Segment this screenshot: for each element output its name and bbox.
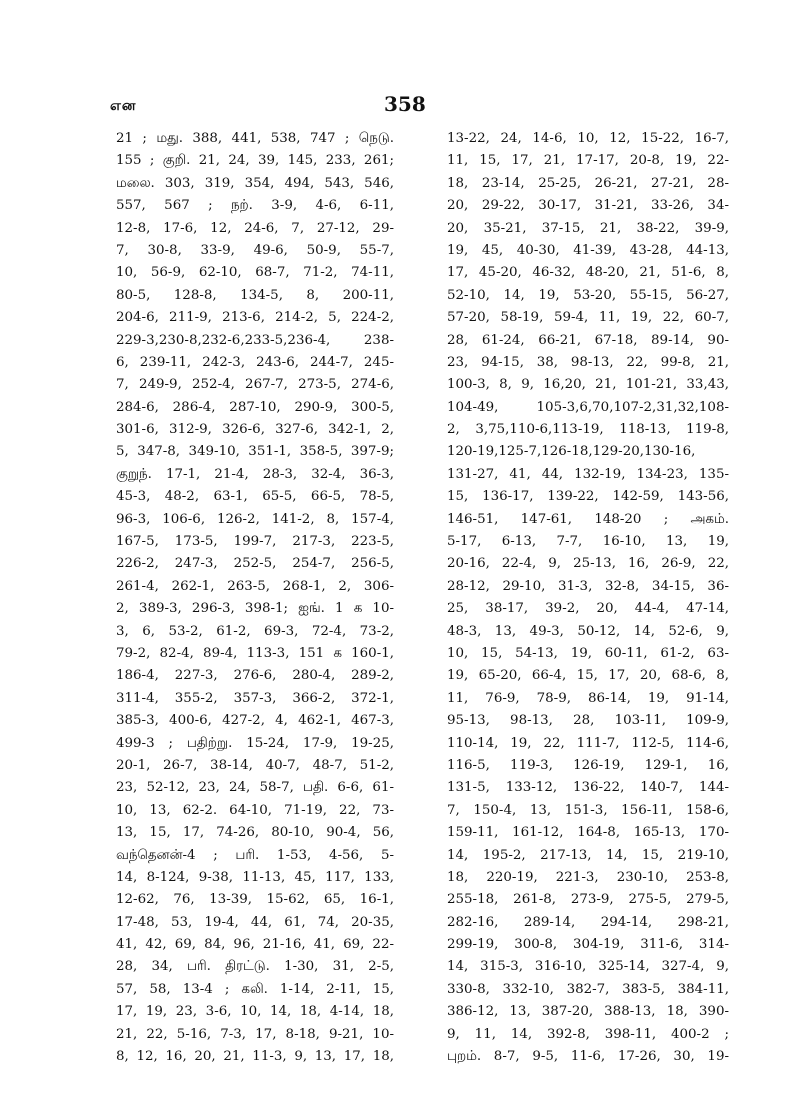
- index-line: 17, 19, 23, 3-6, 10, 14, 18, 4-14, 18,: [116, 1004, 394, 1020]
- index-line: 385-3, 400-6, 427-2, 4, 462-1, 467-3,: [116, 713, 394, 729]
- right-column: [447, 128, 729, 1068]
- index-line: 5-17, 6-13, 7-7, 16-10, 13, 19,: [447, 534, 729, 550]
- index-line: 28-12, 29-10, 31-3, 32-8, 34-15, 36-: [447, 578, 729, 594]
- index-line: மலை. 303, 319, 354, 494, 543, 546,: [116, 175, 394, 191]
- index-line: 20-16, 22-4, 9, 25-13, 16, 26-9, 22,: [447, 556, 729, 572]
- index-line: 120-19,125-7,126-18,129-20,130-16,: [447, 444, 696, 460]
- index-line: 226-2, 247-3, 252-5, 254-7, 256-5,: [116, 556, 394, 572]
- index-line: 79-2, 82-4, 89-4, 113-3, 151 க 160-1,: [116, 645, 394, 661]
- index-line: 13, 15, 17, 74-26, 80-10, 90-4, 56,: [116, 825, 394, 841]
- index-line: 131-27, 41, 44, 132-19, 134-23, 135-: [447, 466, 729, 482]
- index-line: 10, 15, 54-13, 19, 60-11, 61-2, 63-: [447, 645, 729, 661]
- index-line: 131-5, 133-12, 136-22, 140-7, 144-: [447, 780, 729, 796]
- index-line: 57-20, 58-19, 59-4, 11, 19, 22, 60-7,: [447, 310, 729, 326]
- index-line: 41, 42, 69, 84, 96, 21-16, 41, 69, 22-: [116, 937, 394, 953]
- index-line: 95-13, 98-13, 28, 103-11, 109-9,: [447, 713, 729, 729]
- index-line: வந்தெனன்-4 ; பரி. 1-53, 4-56, 5-: [116, 847, 394, 863]
- page-number: 358: [384, 92, 426, 116]
- index-line: 311-4, 355-2, 357-3, 366-2, 372-1,: [116, 690, 394, 706]
- index-line: 48-3, 13, 49-3, 50-12, 14, 52-6, 9,: [447, 623, 729, 639]
- index-line: 282-16, 289-14, 294-14, 298-21,: [447, 914, 729, 930]
- index-line: 261-4, 262-1, 263-5, 268-1, 2, 306-: [116, 578, 394, 594]
- index-line: 45-3, 48-2, 63-1, 65-5, 66-5, 78-5,: [116, 489, 394, 505]
- index-line: 204-6, 211-9, 213-6, 214-2, 5, 224-2,: [116, 310, 394, 326]
- index-line: 155 ; குறி. 21, 24, 39, 145, 233, 261;: [116, 153, 394, 169]
- index-line: 11, 76-9, 78-9, 86-14, 19, 91-14,: [447, 690, 729, 706]
- index-line: 20-1, 26-7, 38-14, 40-7, 48-7, 51-2,: [116, 757, 394, 773]
- index-line: 80-5, 128-8, 134-5, 8, 200-11,: [116, 287, 394, 303]
- index-line: 2, 389-3, 296-3, 398-1; ஐங். 1 க 10-: [116, 601, 394, 617]
- index-line: 104-49, 105-3,6,70,107-2,31,32,108-: [447, 399, 729, 415]
- index-line: 18, 23-14, 25-25, 26-21, 27-21, 28-: [447, 175, 729, 191]
- index-line: 25, 38-17, 39-2, 20, 44-4, 47-14,: [447, 601, 729, 617]
- index-line: 17, 45-20, 46-32, 48-20, 21, 51-6, 8,: [447, 265, 729, 281]
- index-line: 15, 136-17, 139-22, 142-59, 143-56,: [447, 489, 729, 505]
- index-line: 28, 34, பரி. திரட்டு. 1-30, 31, 2-5,: [116, 959, 394, 975]
- left-column: [116, 128, 394, 1068]
- index-line: 386-12, 13, 387-20, 388-13, 18, 390-: [447, 1004, 729, 1020]
- index-line: 255-18, 261-8, 273-9, 275-5, 279-5,: [447, 892, 729, 908]
- index-line: 18, 220-19, 221-3, 230-10, 253-8,: [447, 869, 729, 885]
- index-line: குறுந். 17-1, 21-4, 28-3, 32-4, 36-3,: [116, 466, 394, 482]
- index-line: 20, 35-21, 37-15, 21, 38-22, 39-9,: [447, 220, 729, 236]
- index-line: 57, 58, 13-4 ; கலி. 1-14, 2-11, 15,: [116, 981, 394, 997]
- index-line: 12-62, 76, 13-39, 15-62, 65, 16-1,: [116, 892, 394, 908]
- index-line: 7, 30-8, 33-9, 49-6, 50-9, 55-7,: [116, 242, 394, 258]
- index-line: 20, 29-22, 30-17, 31-21, 33-26, 34-: [447, 198, 729, 214]
- index-line: 19, 65-20, 66-4, 15, 17, 20, 68-6, 8,: [447, 668, 729, 684]
- index-line: 13-22, 24, 14-6, 10, 12, 15-22, 16-7,: [447, 131, 729, 146]
- index-line: 28, 61-24, 66-21, 67-18, 89-14, 90-: [447, 332, 729, 348]
- index-line: 10, 13, 62-2. 64-10, 71-19, 22, 73-: [116, 802, 394, 818]
- index-line: 100-3, 8, 9, 16,20, 21, 101-21, 33,43,: [447, 377, 729, 393]
- index-line: 21 ; மது. 388, 441, 538, 747 ; நெடு.: [116, 131, 394, 146]
- index-line: 8, 12, 16, 20, 21, 11-3, 9, 13, 17, 18,: [116, 1049, 394, 1065]
- index-line: 330-8, 332-10, 382-7, 383-5, 384-11,: [447, 981, 729, 997]
- index-line: 2, 3,75,110-6,113-19, 118-13, 119-8,: [447, 422, 729, 438]
- index-line: 499-3 ; பதிற்று. 15-24, 17-9, 19-25,: [116, 735, 394, 751]
- index-line: 186-4, 227-3, 276-6, 280-4, 289-2,: [116, 668, 394, 684]
- index-line: 96-3, 106-6, 126-2, 141-2, 8, 157-4,: [116, 511, 394, 527]
- index-line: 52-10, 14, 19, 53-20, 55-15, 56-27,: [447, 287, 729, 303]
- index-line: 167-5, 173-5, 199-7, 217-3, 223-5,: [116, 534, 394, 550]
- running-head: என: [110, 98, 137, 114]
- index-line: 14, 8-124, 9-38, 11-13, 45, 117, 133,: [116, 869, 394, 885]
- index-line: 12-8, 17-6, 12, 24-6, 7, 27-12, 29-: [116, 220, 394, 236]
- index-line: 19, 45, 40-30, 41-39, 43-28, 44-13,: [447, 242, 729, 258]
- index-line: 14, 315-3, 316-10, 325-14, 327-4, 9,: [447, 959, 729, 975]
- index-line: 9, 11, 14, 392-8, 398-11, 400-2 ;: [447, 1026, 729, 1042]
- index-line: 5, 347-8, 349-10, 351-1, 358-5, 397-9;: [116, 444, 394, 460]
- index-line: 21, 22, 5-16, 7-3, 17, 8-18, 9-21, 10-: [116, 1026, 394, 1042]
- index-line: 7, 150-4, 13, 151-3, 156-11, 158-6,: [447, 802, 729, 818]
- index-line: 159-11, 161-12, 164-8, 165-13, 170-: [447, 825, 729, 841]
- index-line: 23, 94-15, 38, 98-13, 22, 99-8, 21,: [447, 354, 729, 370]
- index-line: 229-3,230-8,232-6,233-5,236-4, 238-: [116, 332, 394, 348]
- index-line: 11, 15, 17, 21, 17-17, 20-8, 19, 22-: [447, 153, 729, 169]
- index-line: புறம். 8-7, 9-5, 11-6, 17-26, 30, 19-: [447, 1049, 729, 1065]
- index-line: 299-19, 300-8, 304-19, 311-6, 314-: [447, 937, 729, 953]
- index-line: 7, 249-9, 252-4, 267-7, 273-5, 274-6,: [116, 377, 394, 393]
- index-line: 17-48, 53, 19-4, 44, 61, 74, 20-35,: [116, 914, 394, 930]
- index-line: 284-6, 286-4, 287-10, 290-9, 300-5,: [116, 399, 394, 415]
- index-line: 10, 56-9, 62-10, 68-7, 71-2, 74-11,: [116, 265, 394, 281]
- index-line: 14, 195-2, 217-13, 14, 15, 219-10,: [447, 847, 729, 863]
- index-line: 146-51, 147-61, 148-20 ; அகம்.: [447, 511, 729, 527]
- index-line: 116-5, 119-3, 126-19, 129-1, 16,: [447, 757, 729, 773]
- index-line: 110-14, 19, 22, 111-7, 112-5, 114-6,: [447, 735, 729, 751]
- index-line: 6, 239-11, 242-3, 243-6, 244-7, 245-: [116, 354, 394, 370]
- index-line: 3, 6, 53-2, 61-2, 69-3, 72-4, 73-2,: [116, 623, 394, 639]
- index-line: 301-6, 312-9, 326-6, 327-6, 342-1, 2,: [116, 422, 394, 438]
- index-line: 557, 567 ; நற். 3-9, 4-6, 6-11,: [116, 198, 394, 214]
- index-line: 23, 52-12, 23, 24, 58-7, பதி. 6-6, 61-: [116, 780, 394, 796]
